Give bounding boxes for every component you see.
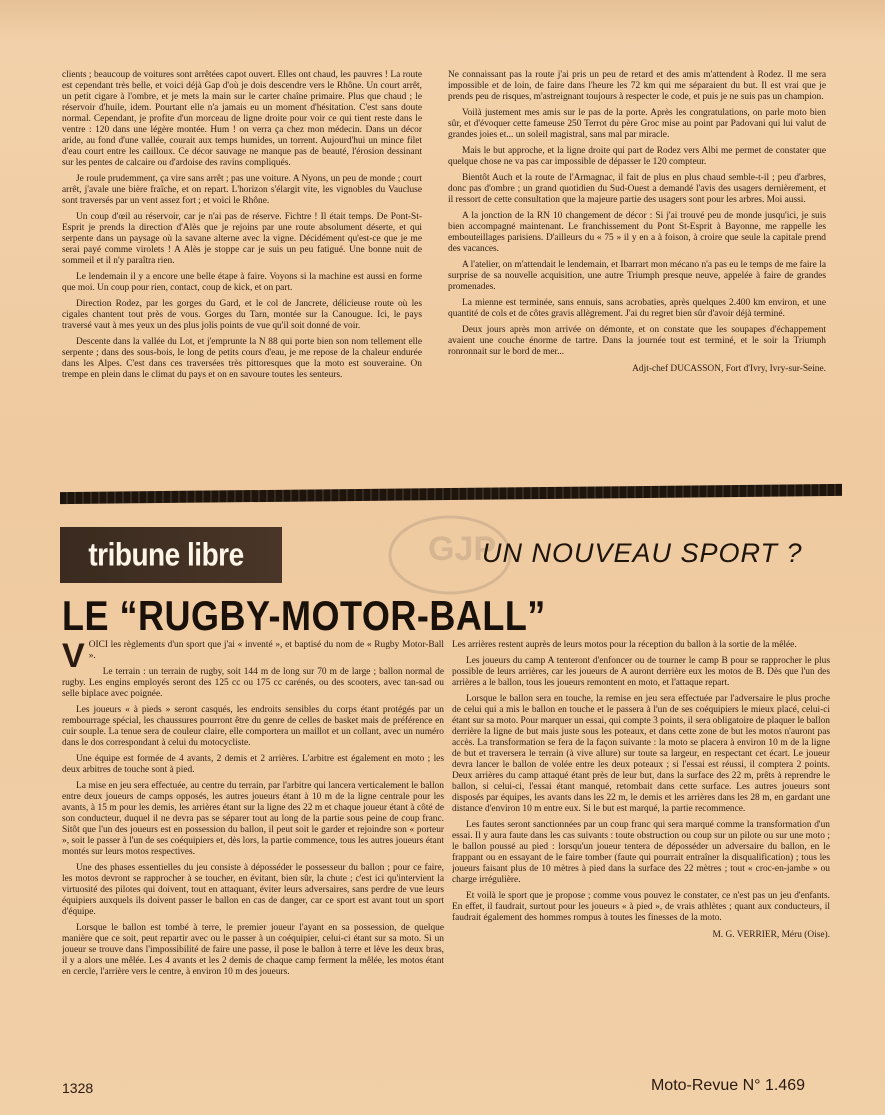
- paragraph-text: OICI les règlements d'un sport que j'ai « inventé », et baptisé du nom de « Rugby Motor-Ball ».: [88, 640, 444, 661]
- paragraph: Direction Rodez, par les gorges du Gard, et le col de Jancrete, délicieuse route où les cigales chantent tout près de vous. Gorges du Tarn, montée sur la Canougue. Ici, le pays traversé vaut à mes yeux un des plus jolis points de vue qu'il soit donné de voir.: [62, 299, 422, 331]
- paragraph: A l'atelier, on m'attendait le lendemain, et Ibarrart mon mécano n'a pas eu le temps de me faire la surprise de sa nouvelle acquisition, une autre Triumph presque neuve, appelée à faire de grandes promenades.: [448, 260, 826, 292]
- paragraph: Descente dans la vallée du Lot, et j'emprunte la N 88 qui porte bien son nom tellement elle serpente ; dans des sous-bois, le long de petits cours d'eau, je me repose de la chaleur endurée dans les Alpes. C'est dans ces traversées très pittoresques que la moto est souveraine. On trempe en plein dans le climat du pays et on en savoure toutes les senteurs.: [62, 337, 422, 380]
- paragraph: Une des phases essentielles du jeu consiste à déposséder le possesseur du ballon ; pour ce faire, les motos devront se rapprocher à se toucher, en évitant, bien sûr, la chute ; c'est ici qu'intervient la virtuosité des pilotes qui doivent, tout en attaquant, éviter leurs adversaires, sans perdre de vue leurs équipiers auxquels ils doivent passer le ballon en cas de danger, car ce sport est avant tout un sport d'équipe.: [62, 863, 444, 917]
- section-label: tribune libre: [88, 536, 244, 573]
- paragraph: Je roule prudemment, ça vire sans arrêt ; pas une voiture. A Nyons, un peu de monde ; court arrêt, j'avale une bière fraîche, et on repart. L'horizon s'élargit vite, les vignobles du Vaucluse sont traversés par un vent assez fort ; et voici le Rhône.: [62, 174, 422, 206]
- paragraph: Deux jours après mon arrivée on démonte, et on constate que les soupapes d'échappement avaient une couche énorme de tartre. Dans la journée tout est terminé, et le soir la Triumph ronronnait sur le bord de mer...: [448, 325, 826, 357]
- paragraph: La mise en jeu sera effectuée, au centre du terrain, par l'arbitre qui lancera verticalement le ballon entre deux joueurs de camps opposés, les autres joueurs étant à 10 m de la ligne centrale pour les avants, à 15 m pour les demis, les arrières étant sur la ligne des 22 m et chaque joueur étant à côté de son conducteur, duquel il ne devra pas se séparer tout au long de la partie sous peine de coup franc. Sitôt que l'un des joueurs est en possession du ballon, il peut soit le garder et rejoindre son « porteur », soit le passer à l'un de ses coéquipiers et, dès lors, la partie commence, tous les autres joueurs étant montés sur leurs motos respectives.: [62, 781, 444, 857]
- paragraph: Lorsque le ballon sera en touche, la remise en jeu sera effectuée par l'adversaire le plus proche de celui qui a mis le ballon en touche et le passera à l'un de ses coéquipiers le mieux placé, celui-ci étant sur sa moto. Pour marquer un essai, qui compte 3 points, il sera obligatoire de plaquer le ballon derrière la ligne de but mais juste sous les poteaux, et dans cette zone de but les motos n'auront pas accès. La transformation se fera de la façon suivante : la moto se placera à environ 10 m de la ligne de but et traversera le terrain (à vive allure) sur toute sa largeur, en respectant cet écart. Le joueur devra lancer le ballon de volée entre les deux poteaux ; si l'essai est réussi, il comptera 2 points. Deux arrières du camp attaqué étant près de leur but, dans la surface des 22 m, prêts à reprendre le ballon, si celui-ci, l'essai étant manqué, retombait dans cette surface. Les autres joueurs sont disposés par équipes, les avants dans les 22 m, le demis et les arrières dans les 28 m, en gardant une distance d'environ 10 m entre eux. Si le but est marqué, la partie recommence.: [452, 694, 830, 814]
- paragraph: Le terrain : un terrain de rugby, soit 144 m de long sur 70 m de large ; ballon normal de rugby. Les engins employés seront des 125 cc ou 175 cc carénés, ou des scooters, avec tan-sad ou selle biplace avec poignée.: [62, 667, 444, 699]
- article-rugby-column-right: [452, 640, 830, 1060]
- page-fold-shadow: [0, 0, 885, 45]
- paragraph: Les joueurs « à pieds » seront casqués, les endroits sensibles du corps étant protégés par un rembourrage spécial, les chaussures pourront être du genre de celles de basket mais de préférence en cuir souple. La tenue sera de couleur claire, elle comportera un maillot et un collant, avec un numéro dans le dos correspondant à celui du motocycliste.: [62, 705, 444, 748]
- paragraph: Ne connaissant pas la route j'ai pris un peu de retard et des amis m'attendent à Rodez. Il me sera impossible et de loin, de faire dans l'heure les 72 km qui me séparaient du but. Il est vrai que je prends peu de risques, m'astreignant toujours à respecter le code, et puis je ne suis pas un champion.: [448, 70, 826, 102]
- paragraph: Le lendemain il y a encore une belle étape à faire. Voyons si la machine est aussi en forme que moi. Un coup pour rien, contact, coup de kick, et on part.: [62, 272, 422, 293]
- paragraph: Et voilà le sport que je propose ; comme vous pouvez le constater, ce n'est pas un jeu d'enfants. En effet, il faudrait, surtout pour les joueurs « à pied », de vrais athlètes ; quant aux conducteurs, il faudrait également des hommes rompus à toutes les finesses de la moto.: [452, 891, 830, 923]
- drop-cap: V: [62, 640, 85, 675]
- paragraph: Les arrières restent auprès de leurs motos pour la réception du ballon à la sortie de la mêlée.: [452, 640, 797, 650]
- paragraph: [62, 640, 444, 675]
- page-number: 1328: [62, 1080, 94, 1096]
- article-rugby-column-left: [62, 640, 444, 1060]
- paragraph: Bientôt Auch et la route de l'Armagnac, il fait de plus en plus chaud semble-t-il ; peu d'arbres, donc pas d'ombre ; un grand quotidien du Sud-Ouest a demandé l'avis des usagers dernièrement, et il ressort de cette consultation que la majeure partie des usagers sont pour les arbres. Moi aussi.: [448, 173, 826, 205]
- paragraph: clients ; beaucoup de voitures sont arrêtées capot ouvert. Elles ont chaud, les pauvres ! La route est cependant très belle, et voici déjà Gap d'où je dois descendre vers le Rhône. Un court arrêt, un petit cigare à l'ombre, et je mets la main sur le carter chaîne primaire. Plus que chaud ; le réservoir d'huile, idem. Pourtant elle n'a jamais eu un moment d'hésitation. C'est sans doute normal. Cependant, je profite d'un morceau de ligne droite pour voir ce qui tient reste dans le ventre : 120 dans une légère montée. Hum ! on verra ça chez mon médecin. Dans un décor aride, au fond d'une vallée, courait aux temps humides, un torrent. Aujourd'hui un mince filet d'eau court entre les cailloux. Ce décor sauvage ne manque pas de beauté, l'érosion dessinant sur les pentes de calcaire ou d'ardoise des ravins compliqués.: [62, 70, 422, 168]
- paragraph: A la jonction de la RN 10 changement de décor : Si j'ai trouvé peu de monde jusqu'ici, je suis bien accompagné maintenant. Le franchissement du Pont St-Esprit à Bayonne, me rappelle les embouteillages parisiens. D'ailleurs du « 75 » il y en a à foison, à croire que seule la capitale prend des vacances.: [448, 211, 826, 254]
- article-kicker: UN NOUVEAU SPORT ?: [482, 538, 803, 568]
- section-label-banner: [0, 527, 282, 583]
- paragraph: Les joueurs du camp A tenteront d'enfoncer ou de tourner le camp B pour se rapprocher le plus possible de leurs arrières, car les joueurs de A auront derrière eux les motos de B. Dès que l'un des arrières a le ballon, tous les joueurs remontent en moto, et l'attaque repart.: [452, 656, 830, 688]
- article-travel-column-right: [448, 70, 826, 490]
- paragraph: Un coup d'œil au réservoir, car je n'ai pas de réserve. Fichtre ! Il était temps. De Pont-St-Esprit je prends la direction d'Alès que je rejoins par une route absolument déserte, et qui serpente dans un paysage où la savane alterne avec la vigne. Décidément qu'est-ce que je me serai payé comme virolets ! A Alès je stoppe car je suis un peu fatigué. Une bonne nuit de sommeil et il n'y paraîtra rien.: [62, 212, 422, 266]
- paragraph: La mienne est terminée, sans ennuis, sans acrobaties, après quelques 2.400 km environ, et une quantité de cols et de côtes gravis allègrement. J'ai du regret bien sûr d'avoir déjà terminé.: [448, 298, 826, 319]
- paragraph: Lorsque le ballon est tombé à terre, le premier joueur l'ayant en sa possession, de quelque manière que ce soit, peut repartir avec ou le passer à un coéquipier, celui-ci étant sur sa moto. Si un joueur se trouve dans l'impossibilité de faire une passe, il pose le ballon à terre et lève les deux bras, il y a alors une mêlée. Les 4 avants et les 2 demis de chaque camp ferment la mêlée, les motos étant en cercle, l'arrière vers le centre, à environ 10 m des joueurs.: [62, 923, 444, 977]
- article-travel-column-left: [62, 70, 422, 480]
- paragraph: Voilà justement mes amis sur le pas de la porte. Après les congratulations, on parle moto bien sûr, et d'évoquer cette fameuse 250 Terrot du père Groc mise au point par Padovani qui lui valut de grandes joies et... un soleil magistral, sans mal par miracle.: [448, 108, 826, 140]
- magazine-issue: Moto-Revue N° 1.469: [650, 1077, 805, 1094]
- svg-text:GJP: GJP: [428, 530, 497, 568]
- author-signature: Adjt-chef DUCASSON, Fort d'Ivry, Ivry-sur-Seine.: [632, 364, 826, 374]
- paragraph: Mais le but approche, et la ligne droite qui part de Rodez vers Albi me permet de constater que quelque chose ne va pas car impossible de dépasser le 120 compteur.: [448, 146, 826, 167]
- paragraph: Les fautes seront sanctionnées par un coup franc qui sera marqué comme la transformation d'un essai. Il y aura faute dans les cas suivants : toute obstruction ou coup sur un pilote ou sur une moto ; le ballon poussé au pied : lorsqu'un joueur tentera de déposséder un adversaire du ballon, en le frappant ou en essayant de le faire tomber (faute qui pourrait entraîner la disqualification) ; tous les joueurs faisant plus de 10 mètres à pied dans la surface des 22 mètres ; tout « croc-en-jambe » ou charge irrégulière.: [452, 820, 830, 885]
- author-signature: M. G. VERRIER, Méru (Oise).: [712, 930, 830, 940]
- article-headline: LE “RUGBY-MOTOR-BALL”: [62, 592, 546, 640]
- paragraph: Une équipe est formée de 4 avants, 2 demis et 2 arrières. L'arbitre est également en moto ; les deux arbitres de touche sont à pied.: [62, 754, 444, 775]
